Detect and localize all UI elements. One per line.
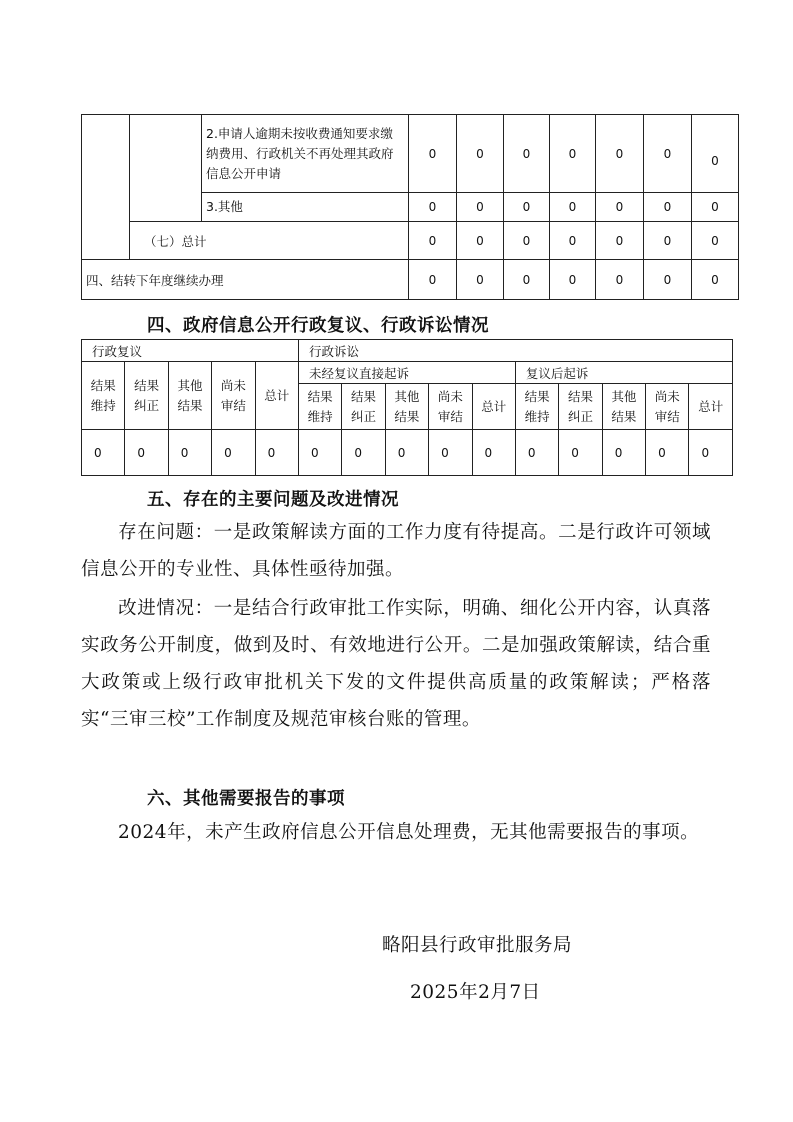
section5-heading: 五、存在的主要问题及改进情况	[147, 490, 399, 510]
value-cell: 0	[255, 430, 298, 476]
column-header: 其他结果	[602, 384, 645, 430]
value-cell: 0	[689, 430, 733, 476]
table-row	[82, 260, 739, 300]
column-header: 结果纠正	[125, 362, 168, 430]
column-header: 总计	[689, 384, 733, 430]
problems-paragraph	[81, 514, 711, 588]
column-header: 结果维持	[298, 384, 341, 430]
column-header: 尚未审结	[212, 362, 255, 430]
value-cell: 0	[550, 193, 596, 222]
after-review-header: 复议后起诉	[515, 362, 732, 384]
value-cell: 0	[644, 260, 692, 300]
value-cell: 0	[409, 260, 457, 300]
table-row	[82, 115, 739, 193]
value-cell: 0	[457, 115, 504, 193]
value-cell: 0	[298, 430, 341, 476]
blank-cell	[82, 115, 130, 260]
value-cell: 0	[515, 430, 558, 476]
table-row	[82, 222, 739, 260]
table-header-row	[82, 362, 733, 384]
value-cell: 0	[82, 430, 125, 476]
review-group-header: 行政复议	[82, 340, 299, 362]
blank-cell	[130, 115, 202, 222]
improvements-text: 改进情况：一是结合行政审批工作实际，明确、细化公开内容，认真落实政务公开制度，做到及时、有效地进行公开。二是加强政策解读，结合重大政策或上级行政审批机关下发的文件提供高质量的政策解读；严格落实“三审三校”工作制度及规范审核台账的管理。	[81, 598, 711, 730]
review-litigation-table	[81, 339, 733, 476]
row-label: （七）总计	[130, 222, 409, 260]
value-cell: 0	[409, 222, 457, 260]
value-cell: 0	[457, 193, 504, 222]
value-cell: 0	[559, 430, 602, 476]
column-header: 结果纠正	[342, 384, 385, 430]
value-cell: 0	[692, 260, 739, 300]
value-cell: 0	[550, 260, 596, 300]
column-header: 其他结果	[385, 384, 428, 430]
value-cell: 0	[504, 260, 550, 300]
problems-text: 存在问题：一是政策解读方面的工作力度有待提高。二是行政许可领域信息公开的专业性、具体性亟待加强。	[81, 522, 711, 580]
value-cell: 0	[342, 430, 385, 476]
value-cell: 0	[457, 260, 504, 300]
value-cell: 0	[692, 115, 739, 193]
value-cell: 0	[692, 222, 739, 260]
row-label: 3.其他	[202, 193, 409, 222]
column-header: 结果维持	[515, 384, 558, 430]
value-cell: 0	[429, 430, 472, 476]
value-cell: 0	[504, 115, 550, 193]
value-cell: 0	[644, 193, 692, 222]
signature-org: 略阳县行政审批服务局	[382, 935, 573, 956]
value-cell: 0	[504, 222, 550, 260]
value-cell: 0	[550, 222, 596, 260]
table-header-row	[82, 340, 733, 362]
disclosure-table-continued	[81, 114, 739, 300]
row-label: 四、结转下年度继续办理	[82, 260, 409, 300]
column-header: 尚未审结	[429, 384, 472, 430]
value-cell: 0	[385, 430, 428, 476]
value-cell: 0	[409, 115, 457, 193]
table-row	[82, 430, 733, 476]
column-header: 尚未审结	[646, 384, 689, 430]
value-cell: 0	[646, 430, 689, 476]
column-header: 其他结果	[168, 362, 211, 430]
value-cell: 0	[644, 222, 692, 260]
value-cell: 0	[596, 115, 644, 193]
column-header: 总计	[472, 384, 515, 430]
value-cell: 0	[457, 222, 504, 260]
other-matters-paragraph	[81, 814, 711, 851]
improvements-paragraph	[81, 590, 711, 738]
column-header: 结果纠正	[559, 384, 602, 430]
other-matters-text: 2024年，未产生政府信息公开信息处理费，无其他需要报告的事项。	[118, 822, 700, 843]
signature-date: 2025年2月7日	[410, 982, 541, 1003]
value-cell: 0	[168, 430, 211, 476]
value-cell: 0	[692, 193, 739, 222]
direct-litigation-header: 未经复议直接起诉	[298, 362, 515, 384]
section6-heading: 六、其他需要报告的事项	[147, 789, 345, 809]
section4-heading: 四、政府信息公开行政复议、行政诉讼情况	[147, 316, 489, 336]
value-cell: 0	[212, 430, 255, 476]
row-label: 2.申请人逾期未按收费通知要求缴纳费用、行政机关不再处理其政府信息公开申请	[202, 115, 409, 193]
value-cell: 0	[125, 430, 168, 476]
value-cell: 0	[596, 260, 644, 300]
value-cell: 0	[644, 115, 692, 193]
value-cell: 0	[504, 193, 550, 222]
value-cell: 0	[596, 193, 644, 222]
value-cell: 0	[550, 115, 596, 193]
value-cell: 0	[409, 193, 457, 222]
value-cell: 0	[472, 430, 515, 476]
column-header: 结果维持	[82, 362, 125, 430]
column-header: 总计	[255, 362, 298, 430]
value-cell: 0	[602, 430, 645, 476]
value-cell: 0	[596, 222, 644, 260]
litigation-group-header: 行政诉讼	[298, 340, 732, 362]
